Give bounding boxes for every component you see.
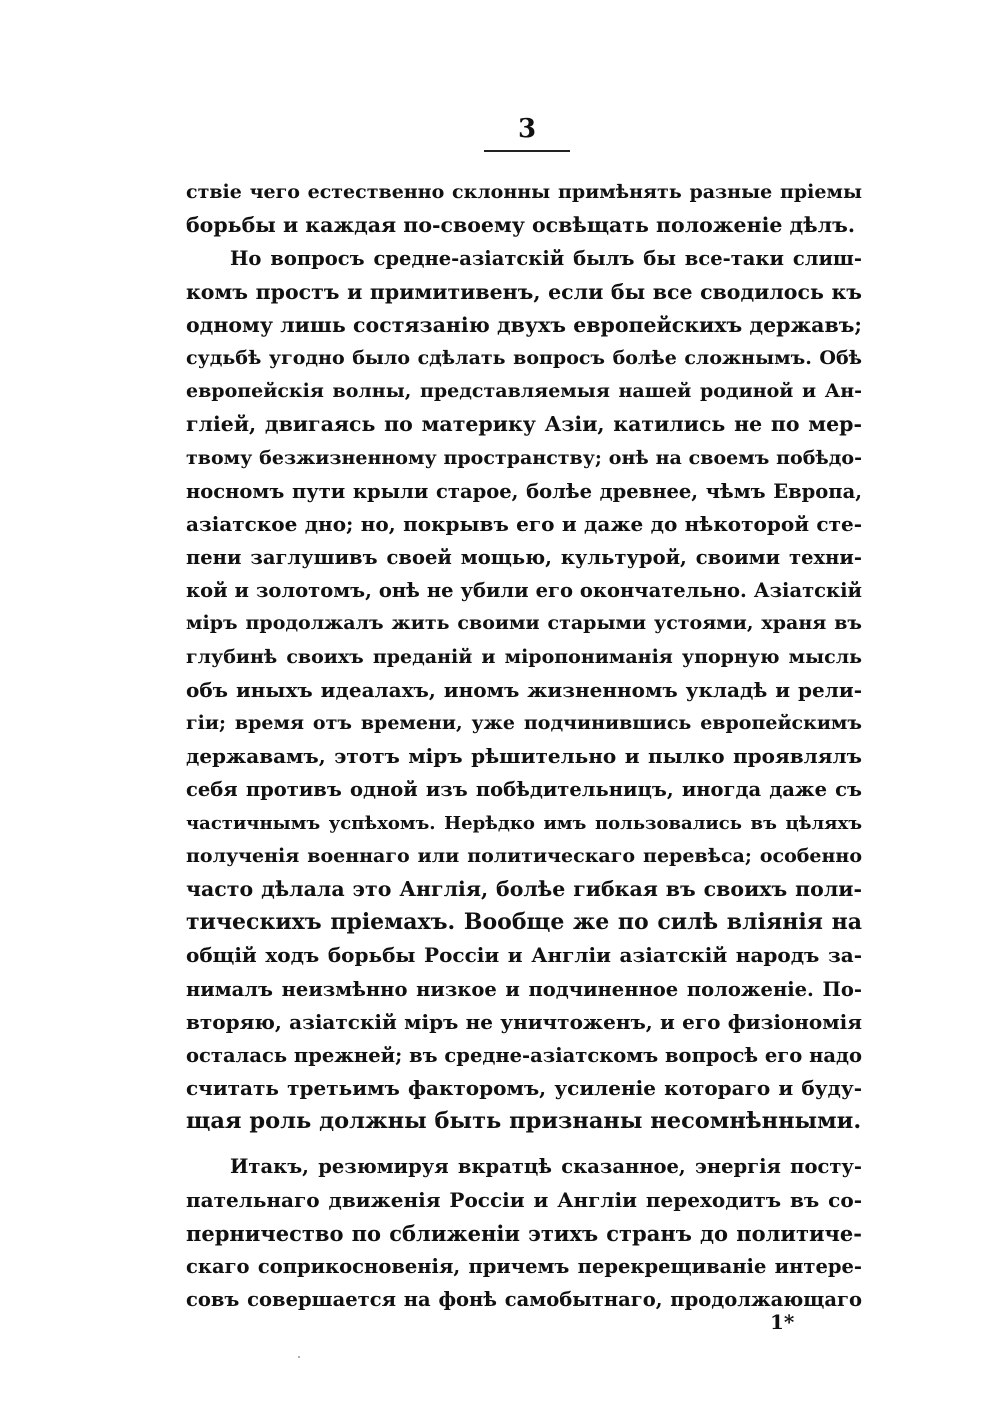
text-line: міръ продолжалъ жить своими старыми устоями, храня въ — [186, 612, 862, 635]
paragraph-1 — [186, 176, 862, 242]
text-line: Итакъ, резюмируя вкратцѣ сказанное, энергія посту- — [230, 1155, 862, 1179]
text-line: перничество по сближеніи этихъ странъ до политиче- — [186, 1220, 862, 1246]
body-text — [186, 176, 862, 1316]
text-line: гіи; время отъ времени, уже подчинившись европейскимъ — [186, 712, 862, 734]
text-line: вторяю, азіатскій міръ не уничтоженъ, и его физіономія — [186, 1009, 862, 1034]
scan-speck — [298, 1356, 300, 1358]
text-line: державамъ, этотъ міръ рѣшительно и пылко проявлялъ — [186, 744, 862, 769]
printer-signature-mark: 1* — [770, 1310, 795, 1334]
text-line: твому безжизненному пространству; онѣ на своемъ побѣдо- — [186, 446, 862, 469]
text-line: носномъ пути крыли старое, болѣе древнее, чѣмъ Европа, — [186, 479, 862, 503]
text-line: одному лишь состязанію двухъ европейскихъ державъ; — [186, 312, 862, 337]
text-line: комъ простъ и примитивенъ, если бы все сводилось къ — [186, 279, 862, 304]
text-line: щая роль должны быть признаны несомнѣнными. — [186, 1108, 862, 1135]
text-line: объ иныхъ идеалахъ, иномъ жизненномъ укладѣ и рели- — [186, 677, 862, 702]
text-line: осталась прежней; въ средне-азіатскомъ вопросѣ его надо — [186, 1043, 862, 1067]
paragraph-2 — [186, 242, 862, 1138]
page-number: 3 — [517, 114, 537, 144]
paragraph-spacer — [186, 1138, 862, 1150]
text-line: считать третьимъ факторомъ, усиленіе котораго и буду- — [186, 1076, 862, 1101]
text-line: Но вопросъ средне-азіатскій былъ бы все-таки слиш- — [230, 247, 862, 271]
text-line: пательнаго движенія Россіи и Англіи переходитъ въ со- — [186, 1187, 862, 1212]
text-line: европейскія волны, представляемыя нашей родиной и Ан- — [186, 380, 862, 403]
text-line: скаго соприкосновенія, причемъ перекрещиваніе интере- — [186, 1255, 862, 1278]
text-line: азіатское дно; но, покрывъ его и даже до нѣкоторой сте- — [186, 511, 862, 536]
text-line: пени заглушивъ своей мощью, культурой, своими техни- — [186, 546, 862, 570]
text-line: нималъ неизмѣнно низкое и подчиненное положеніе. По- — [186, 977, 862, 1001]
text-line: полученія военнаго или политическаго перевѣса; особенно — [186, 844, 862, 867]
paragraph-3 — [186, 1150, 862, 1316]
text-line: судьбѣ угодно было сдѣлать вопросъ болѣе сложнымъ. Обѣ — [186, 346, 862, 369]
text-line: тическихъ пріемахъ. Вообще же по силѣ вліянія на — [186, 909, 862, 936]
text-line: кой и золотомъ, онѣ не убили его окончательно. Азіатскій — [186, 579, 862, 603]
text-line: совъ совершается на фонѣ самобытнаго, продолжающаго — [186, 1288, 862, 1312]
text-line: ствіе чего естественно склонны примѣнять разные пріемы — [186, 181, 862, 203]
text-line: часто дѣлала это Англія, болѣе гибкая въ своихъ поли- — [186, 876, 862, 901]
text-line: себя противъ одной изъ побѣдительницъ, иногда даже съ — [186, 778, 862, 802]
text-line: борьбы и каждая по-своему освѣщать положеніе дѣлъ. — [186, 213, 855, 238]
text-line: глубинѣ своихъ преданій и міропониманія упорную мысль — [186, 645, 862, 668]
text-line: общій ходъ борьбы Россіи и Англіи азіатскій народъ за- — [186, 943, 862, 968]
page-number-rule — [484, 150, 570, 152]
text-line: гліей, двигаясь по материку Азіи, катились не по мер- — [186, 412, 862, 437]
text-line: частичнымъ успѣхомъ. Нерѣдко имъ пользовались въ цѣляхъ — [186, 812, 862, 834]
